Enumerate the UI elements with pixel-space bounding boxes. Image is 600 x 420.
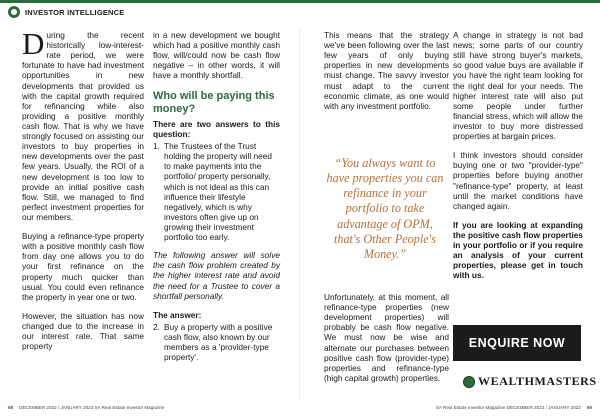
page-number: 68 — [8, 405, 14, 410]
paragraph: Unfortunately, at this moment, all refinance-type properties (new development properties) will probably be cash flow negative. We must now be wise and alternate our purchases between positive cash flow (provider-type) properties and refinance-type (high capital growth) properties. — [324, 292, 449, 383]
paragraph: I think investors should consider buying one or two "provider-type" properties before buying another "refinance-type" property, at least until the market conditions have changed again. — [453, 150, 583, 211]
list-number: 1. — [153, 141, 160, 152]
section-title: INVESTOR INTELLIGENCE — [25, 7, 125, 17]
answer-label: The answer: — [153, 309, 202, 320]
page-gutter — [299, 28, 300, 402]
answers-list — [153, 141, 280, 242]
section-heading: Who will be paying this money? — [153, 89, 275, 115]
list-number: 2. — [153, 321, 160, 332]
footer-text: DECEMBER 2022 / JANUARY 2023 SA Real Estate Investor Magazine — [19, 405, 165, 410]
footer-text: SA Real Estate Investor Magazine DECEMBER 2022 / JANUARY 2023 — [435, 405, 581, 410]
subheading: There are two answers to this question: — [153, 118, 280, 140]
list-text: The Trustees of the Trust holding the property will need to make payments into the portfolio/ property personally, which is not ideal as this can influence their lifestyle negatively, which is why investors often give up on growing their investment portfolio too early. — [164, 141, 272, 243]
globe-icon — [463, 376, 475, 388]
answer-list — [153, 322, 280, 362]
paragraph: Buying a refinance-type property with a positive monthly cash flow from day one allows you to do your first refinance on the property much quicker than usual. You could even refinance the property in year one or two. — [22, 231, 144, 302]
paragraph: in a new development we bought which had a positive monthly cash flow, will/could now be cash flow negative – in other words, it will have a monthly shortfall. — [153, 30, 280, 81]
italic-paragraph: The following answer will solve the cash flow problem created by the higher interest rate and avoid the need for a Trustee to cover a shortfall personally. — [153, 250, 280, 301]
list-item — [153, 322, 280, 362]
top-rule — [0, 0, 600, 3]
paragraph: However, the situation has now changed due to the increase in our interest rate. That same property — [22, 310, 144, 352]
wealthmasters-logo[interactable] — [463, 374, 597, 389]
footer-right — [436, 405, 592, 410]
column-1 — [22, 26, 144, 360]
cta-paragraph: If you are looking at expanding the positive cash flow properties in your portfolio or if you require an analysis of your current properties, please get in touch with us. — [453, 219, 583, 281]
column-4 — [453, 30, 583, 290]
list-text: Buy a property with a positive cash flow, also known by our members as a 'provider-type property'. — [164, 321, 273, 363]
drop-cap: D — [22, 26, 45, 61]
paragraph: A change in strategy is not bad news; some parts of our country still have strong buyer's markets, so good value buys are available if you have the right team looking for the right deal for your needs. The higher interest rate will also put some people under further financial stress, which will allow the investor to buy more distressed properties at bargain prices. — [453, 30, 583, 142]
section-logo-icon — [8, 6, 20, 18]
intro-paragraph — [22, 26, 144, 222]
column-2 — [153, 30, 280, 370]
section-header — [8, 6, 125, 18]
footer-left — [8, 405, 164, 410]
enquire-now-button[interactable]: ENQUIRE NOW — [453, 325, 581, 361]
intro-text: uring the recent historically low-interest-rate period, we were fortunate to have had investment opportunities in new developments that provided us with the capital growth required for refinancing while also providing a positive monthly cash flow. That is why we have strongly focused on assisting our investors to buy properties in new developments over the past few years. Usually, the ROI of a new development is too low to provide an initial positive cash flow. Still, we managed to find perfect investment properties for our members. — [22, 30, 144, 222]
page-number: 69 — [586, 405, 592, 410]
brand-name: WEALTHMASTERS — [478, 374, 597, 388]
list-item — [153, 141, 280, 242]
pull-quote: “You always want to have properties you can refinance in your portfolio to take advantage of OPM, that's Other People's Money.” — [326, 156, 444, 261]
paragraph: This means that the strategy we've been following over the last few years of only buying properties in new developments must change. The savvy investor must adapt to the current economic climate, as one would with any investment portfolio. — [324, 30, 449, 111]
